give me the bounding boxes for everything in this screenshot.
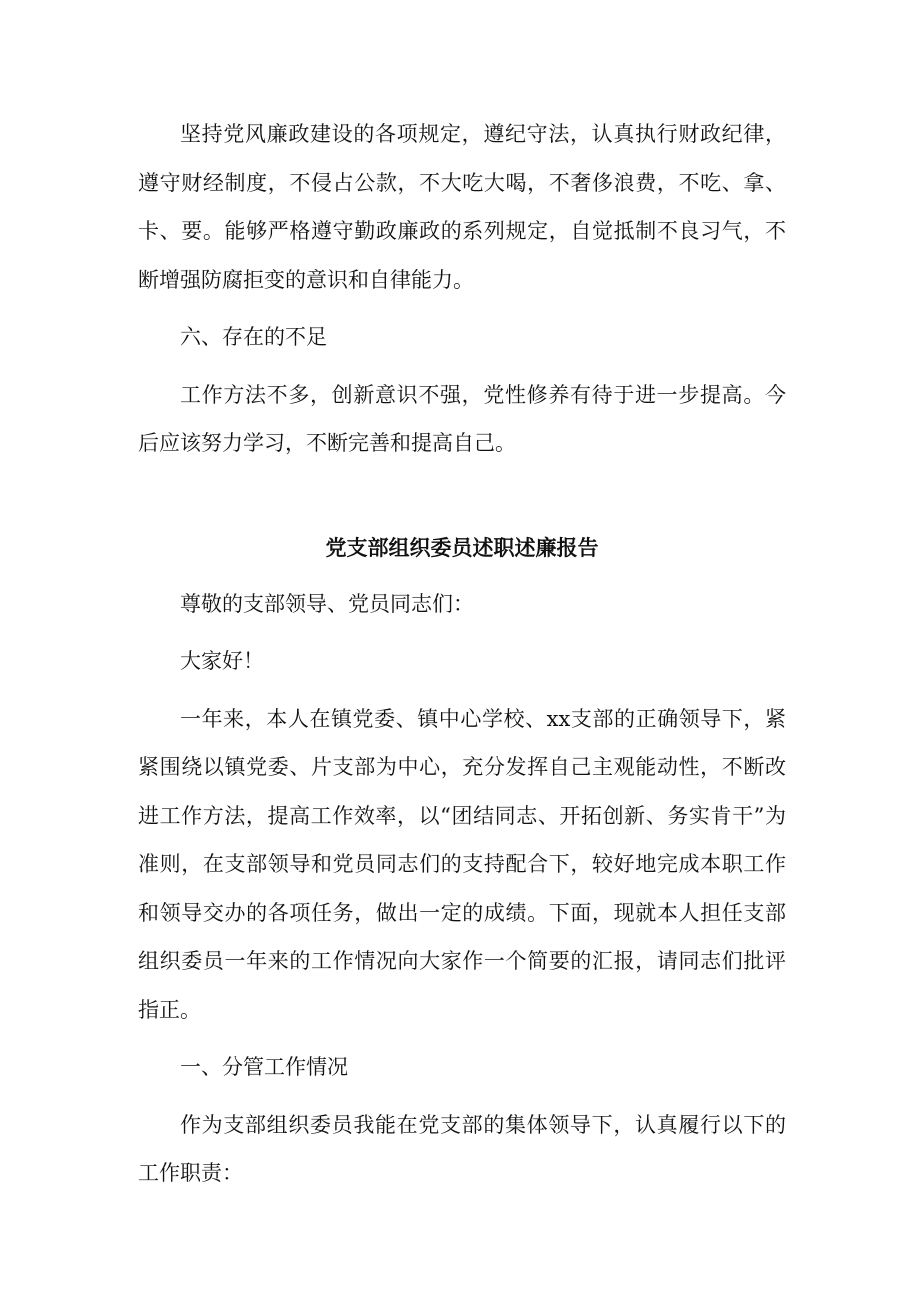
paragraph-integrity-rules: 坚持党风廉政建设的各项规定，遵纪守法，认真执行财政纪律，遵守财经制度，不侵占公款，不大吃大喝，不奢侈浪费，不吃、拿、卡、要。能够严格遵守勤政廉政的系列规定，自觉抵制不良习气，不断增强防腐拒变的意识和自律能力。 (138, 122, 786, 292)
report-title: 党支部组织委员述职述廉报告 (325, 534, 599, 560)
salutation: 尊敬的支部领导、党员同志们： (180, 591, 474, 616)
document-page (138, 110, 786, 1198)
paragraph-summary: 一年来，本人在镇党委、镇中心学校、xx支部的正确领导下，紧紧围绕以镇党委、片支部为中心，充分发挥自己主观能动性，不断改进工作方法，提高工作效率，以“团结同志、开拓创新、务实肯干”为准则，在支部领导和党员同志们的支持配合下，较好地完成本职工作和领导交办的各项任务，做出一定的成绩。下面，现就本人担任支部组织委员一年来的工作情况向大家作一个简要的汇报，请同志们批评指正。 (138, 706, 786, 1022)
paragraph-duties: 作为支部组织委员我能在党支部的集体领导下，认真履行以下的工作职责： (138, 1112, 786, 1185)
section-heading-shortcomings: 六、存在的不足 (180, 325, 327, 349)
greeting: 大家好！ (180, 649, 264, 673)
section-heading-duties: 一、分管工作情况 (180, 1055, 348, 1079)
paragraph-shortcomings: 工作方法不多，创新意识不强，党性修养有待于进一步提高。今后应该努力学习，不断完善和提高自己。 (138, 382, 786, 455)
